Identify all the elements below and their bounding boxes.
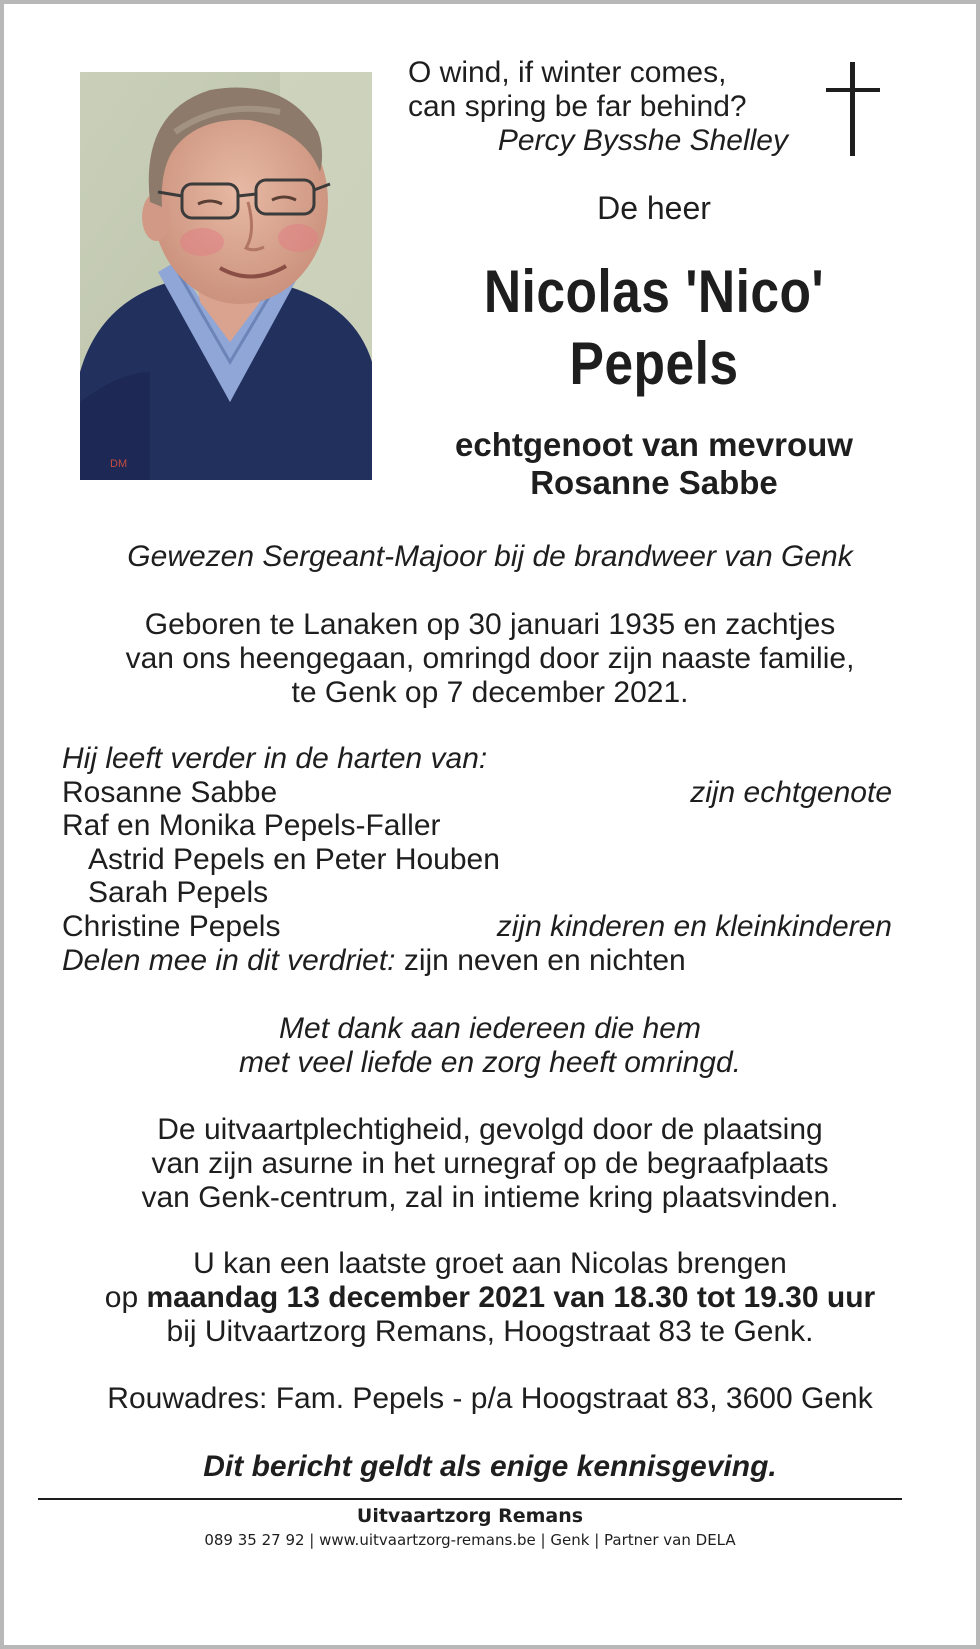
visit-line: bij Uitvaartzorg Remans, Hoogstraat 83 te Genk. <box>166 1315 814 1348</box>
family-member: Christine Pepels <box>62 909 281 943</box>
ceremony-block <box>44 1113 936 1215</box>
ceremony-line: van Genk-centrum, zal in intieme kring plaatsvinden. <box>141 1181 839 1214</box>
deceased-name <box>439 256 869 400</box>
spouse-block <box>404 426 904 502</box>
occupation: Gewezen Sergeant-Majoor bij de brandweer van Genk <box>127 540 853 573</box>
family-row <box>62 910 892 944</box>
name-line: Nicolas 'Nico' <box>483 258 825 325</box>
footer-company: Uitvaartzorg Remans <box>356 1505 584 1527</box>
thanks-line: Met dank aan iedereen die hem <box>279 1012 701 1045</box>
visit-date: maandag 13 december 2021 van 18.30 tot 19.30 uur <box>146 1281 876 1314</box>
quote-block <box>408 56 818 158</box>
quote-author: Percy Bysshe Shelley <box>497 124 788 157</box>
ceremony-line: van zijn asurne in het urnegraf op de begraafplaats <box>151 1147 829 1180</box>
visit-line: U kan een laatste groet aan Nicolas brengen <box>193 1247 787 1280</box>
family-member: Raf en Monika Pepels-Faller <box>62 809 441 843</box>
portrait-illustration <box>80 72 372 480</box>
quote-line: O wind, if winter comes, <box>408 56 727 89</box>
family-row <box>62 876 892 910</box>
name-line: Pepels <box>569 330 739 397</box>
visit-date-line <box>44 1281 936 1315</box>
share-value: zijn neven en nichten <box>403 943 686 977</box>
quote-line: can spring be far behind? <box>408 90 747 123</box>
footer-contact: 089 35 27 92 | www.uitvaartzorg-remans.be | Genk | Partner van DELA <box>204 1531 736 1549</box>
family-row <box>62 776 892 810</box>
family-member: Sarah Pepels <box>88 876 269 910</box>
birth-death-block <box>44 608 936 710</box>
notice: Dit bericht geldt als enige kennisgeving. <box>203 1450 777 1483</box>
spouse-line: echtgenoot van mevrouw <box>455 426 853 463</box>
birth-death-line: van ons heengegaan, omringd door zijn naaste familie, <box>125 642 855 675</box>
footer-divider <box>38 1498 902 1500</box>
honorific: De heer <box>597 190 711 226</box>
portrait-photo <box>80 72 372 480</box>
family-member: Astrid Pepels en Peter Houben <box>88 842 500 876</box>
mourning-address: Rouwadres: Fam. Pepels - p/a Hoogstraat 83, 3600 Genk <box>107 1382 873 1415</box>
spouse-line: Rosanne Sabbe <box>530 464 778 501</box>
family-intro: Hij leeft verder in de harten van: <box>62 742 488 775</box>
family-row <box>62 809 892 843</box>
thanks-line: met veel liefde en zorg heeft omringd. <box>239 1046 741 1079</box>
family-list <box>62 742 892 977</box>
share-label: Delen mee in dit verdriet: <box>62 943 396 977</box>
family-relation: zijn kinderen en kleinkinderen <box>496 909 892 943</box>
family-row <box>62 843 892 877</box>
ceremony-line: De uitvaartplechtigheid, gevolgd door de plaatsing <box>157 1113 823 1146</box>
sweater-mark: DM <box>110 458 128 470</box>
visit-prefix: op <box>104 1281 139 1314</box>
family-relation: zijn echtgenote <box>690 775 892 809</box>
share-row <box>62 944 892 978</box>
birth-death-line: Geboren te Lanaken op 30 januari 1935 en zachtjes <box>144 608 836 641</box>
cross-icon <box>826 62 882 156</box>
birth-death-line: te Genk op 7 december 2021. <box>291 676 689 709</box>
family-member: Rosanne Sabbe <box>62 775 278 809</box>
thanks-block <box>44 1012 936 1080</box>
visit-block <box>44 1247 936 1349</box>
